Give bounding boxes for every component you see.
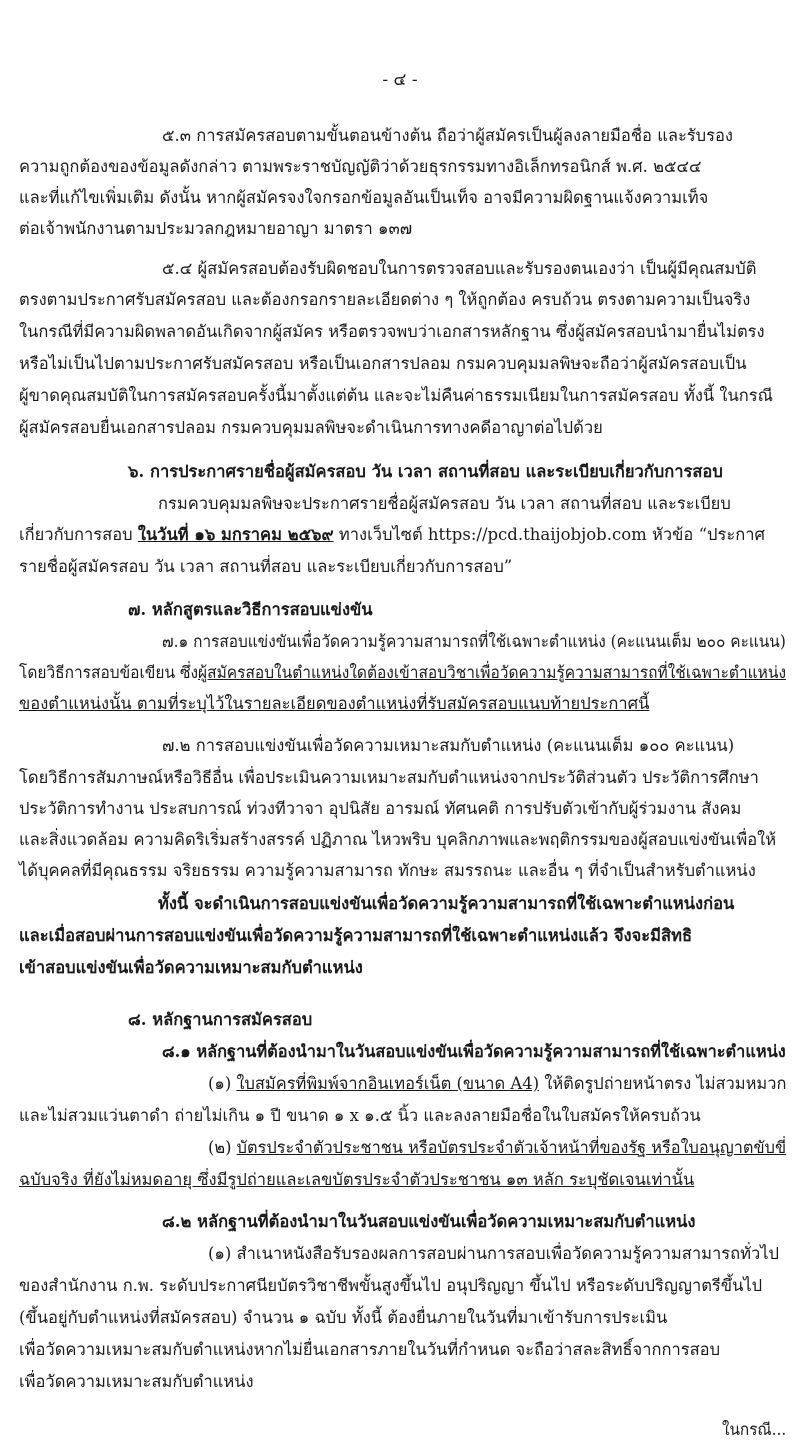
s7-2-line-3: ประวัติการทำงาน ประสบการณ์ ท่วงทีวาจา อุปนิสัย อารมณ์ ทัศนคติ การปรับตัวเข้ากับผู้ร่วมงาน สังคม	[19, 799, 742, 818]
s8-2-item-1-line-1: (๑) สำเนาหนังสือรับรองผลการสอบผ่านการสอบเพื่อวัดความรู้ความสามารถทั่วไป	[208, 1244, 780, 1263]
s7-1-line-1: ๗.๑ การสอบแข่งขันเพื่อวัดความรู้ความสามารถที่ใช้เฉพาะตำแหน่ง (คะแนนเต็ม ๒๐๐ คะแนน)	[162, 632, 786, 651]
s8-1-item-1-line-1	[208, 1072, 786, 1096]
s5-4-line-1: ๕.๔ ผู้สมัครสอบต้องรับผิดชอบในการตรวจสอบและรับรองตนเองว่า เป็นผู้มีคุณสมบัติ	[162, 259, 757, 278]
page-number: - ๔ -	[382, 70, 418, 90]
s5-3-line-2: ความถูกต้องของข้อมูลดังกล่าว ตามพระราชบัญญัติว่าด้วยธุรกรรมทางอิเล็กทรอนิกส์ พ.ศ. ๒๕๔๔	[19, 157, 702, 176]
s7-1-line-2-u: ผู้สมัครสอบในตำแหน่งใดต้องเข้าสอบวิชาเพื่อวัดความรู้ความสามารถที่ใช้เฉพาะตำแหน่ง	[198, 663, 787, 682]
s5-4-line-3: ในกรณีที่มีความผิดพลาดอันเกิดจากผู้สมัคร หรือตรวจพบว่าเอกสารหลักฐาน ซึ่งผู้สมัครสอบนำมายื่นไม่ตรง	[19, 322, 765, 341]
s8-2-item-1-line-3: (ขึ้นอยู่กับตำแหน่งที่สมัครสอบ) จำนวน ๑ ฉบับ ทั้งนี้ ต้องยื่นภายในวันที่มาเข้ารับการประเมิน	[19, 1308, 668, 1327]
s5-4-line-2: ตรงตามประกาศรับสมัครสอบ และต้องกรอกรายละเอียดต่าง ๆ ให้ถูกต้อง ครบถ้วน ตรงตามความเป็นจริง	[19, 290, 751, 309]
s8-2-item-1-line-2: ของสำนักงาน ก.พ. ระดับประกาศนียบัตรวิชาชีพขั้นสูงขึ้นไป อนุปริญญา ขึ้นไป หรือระดับปริญญาตรีขึ้นไป	[19, 1276, 763, 1295]
s8-1-item-2-underlined: บัตรประจำตัวประชาชน หรือบัตรประจำตัวเจ้าหน้าที่ของรัฐ หรือใบอนุญาตขับขี่	[236, 1138, 787, 1157]
s8-heading: ๘. หลักฐานการสมัครสอบ	[128, 1010, 313, 1029]
s5-4-line-4: หรือไม่เป็นไปตามประกาศรับสมัครสอบ หรือเป็นเอกสารปลอม กรมควบคุมมลพิษจะถือว่าผู้สมัครสอบเป็น	[19, 354, 747, 373]
s8-2-heading: ๘.๒ หลักฐานที่ต้องนำมาในวันสอบแข่งขันเพื่อวัดความเหมาะสมกับตำแหน่ง	[162, 1212, 696, 1231]
s7-1-line-2-a: โดยวิธีการสอบข้อเขียน ซึ่ง	[19, 663, 199, 682]
s7-1-line-3: ของตำแหน่งนั้น ตามที่ระบุไว้ในรายละเอียดของตำแหน่งที่รับสมัครสอบแนบท้ายประกาศนี้	[19, 694, 650, 713]
s7-note-line-1: ทั้งนี้ จะดำเนินการสอบแข่งขันเพื่อวัดความรู้ความสามารถที่ใช้เฉพาะตำแหน่งก่อน	[158, 894, 735, 913]
s7-heading: ๗. หลักสูตรและวิธีการสอบแข่งขัน	[128, 600, 373, 619]
s6-heading: ๖. การประกาศรายชื่อผู้สมัครสอบ วัน เวลา สถานที่สอบ และระเบียบเกี่ยวกับการสอบ	[128, 462, 723, 481]
s5-3-line-3: และที่แก้ไขเพิ่มเติม ดังนั้น หากผู้สมัครจงใจกรอกข้อมูลอันเป็นเท็จ อาจมีความผิดฐานแจ้งความเท็จ	[19, 188, 709, 207]
s8-1-item-2-line-1	[208, 1136, 786, 1160]
s6-line-2-a: เกี่ยวกับการสอบ	[19, 525, 138, 544]
s8-1-item-2-line-2: ฉบับจริง ที่ยังไม่หมดอายุ ซึ่งมีรูปถ่ายและเลขบัตรประจำตัวประชาชน ๑๓ หลัก ระบุชัดเจนเท่านั้น	[19, 1170, 695, 1189]
s7-2-line-4: และสิ่งแวดล้อม ความคิดริเริ่มสร้างสรรค์ ปฏิภาณ ไหวพริบ บุคลิกภาพและพฤติกรรมของผู้สอบแข่งขันเพื่อให้	[19, 830, 777, 849]
s8-1-item-1-rest: ให้ติดรูปถ่ายหน้าตรง ไม่สวมหมวก	[539, 1074, 787, 1093]
s7-1-line-2	[19, 661, 786, 685]
s8-2-item-1-line-5: เพื่อวัดความเหมาะสมกับตำแหน่ง	[19, 1372, 254, 1391]
s7-2-line-1: ๗.๒ การสอบแข่งขันเพื่อวัดความเหมาะสมกับตำแหน่ง (คะแนนเต็ม ๑๐๐ คะแนน)	[162, 736, 735, 755]
s6-line-2	[19, 523, 765, 547]
s8-1-heading: ๘.๑ หลักฐานที่ต้องนำมาในวันสอบแข่งขันเพื่อวัดความรู้ความสามารถที่ใช้เฉพาะตำแหน่ง	[162, 1042, 786, 1061]
s7-2-line-5: ได้บุคคลที่มีคุณธรรม จริยธรรม ความรู้ความสามารถ ทักษะ สมรรถนะ และอื่น ๆ ที่จำเป็นสำหรับตำแหน่ง	[19, 861, 756, 880]
s6-line-3: รายชื่อผู้สมัครสอบ วัน เวลา สถานที่สอบ และระเบียบเกี่ยวกับการสอบ”	[19, 557, 513, 576]
s8-1-item-1-number: (๑)	[208, 1074, 237, 1093]
s7-note-line-3: เข้าสอบแข่งขันเพื่อวัดความเหมาะสมกับตำแหน่ง	[19, 958, 363, 977]
s5-3-line-4: ต่อเจ้าพนักงานตามประมวลกฎหมายอาญา มาตรา ๑๓๗	[19, 219, 413, 238]
s7-2-line-2: โดยวิธีการสัมภาษณ์หรือวิธีอื่น เพื่อประเมินความเหมาะสมกับตำแหน่งจากประวัติส่วนตัว ประวัติการศึกษา	[19, 768, 759, 787]
s8-1-item-1-line-2: และไม่สวมแว่นตาดำ ถ่ายไม่เกิน ๑ ปี ขนาด ๑ x ๑.๕ นิ้ว และลงลายมือชื่อในใบสมัครให้ครบถ้วน	[19, 1106, 701, 1125]
s8-2-item-1-line-4: เพื่อวัดความเหมาะสมกับตำแหน่งหากไม่ยื่นเอกสารภายในวันที่กำหนด จะถือว่าสละสิทธิ์จากการสอบ	[19, 1340, 721, 1359]
s5-4-line-6: ผู้สมัครสอบยื่นเอกสารปลอม กรมควบคุมมลพิษจะดำเนินการทางคดีอาญาต่อไปด้วย	[19, 418, 603, 437]
s8-1-item-1-underlined: ใบสมัครที่พิมพ์จากอินเทอร์เน็ต (ขนาด A4)	[236, 1074, 540, 1093]
s5-4-line-5: ผู้ขาดคุณสมบัติในการสมัครสอบครั้งนี้มาตั้งแต่ต้น และจะไม่คืนค่าธรรมเนียมในการสมัครสอบ ทั้งนี้ ในกรณี	[19, 386, 773, 405]
s7-note-line-2: และเมื่อสอบผ่านการสอบแข่งขันเพื่อวัดความรู้ความสามารถที่ใช้เฉพาะตำแหน่งแล้ว จึงจะมีสิทธิ	[19, 926, 693, 945]
s8-1-item-2-number: (๒)	[208, 1138, 237, 1157]
s6-line-1: กรมควบคุมมลพิษจะประกาศรายชื่อผู้สมัครสอบ วัน เวลา สถานที่สอบ และระเบียบ	[158, 494, 731, 513]
s5-3-line-1: ๕.๓ การสมัครสอบตามขั้นตอนข้างต้น ถือว่าผู้สมัครเป็นผู้ลงลายมือชื่อ และรับรอง	[162, 126, 733, 145]
s6-line-2-b: ทางเว็บไซต์ https://pcd.thaijobjob.com หัวข้อ “ประกาศ	[333, 525, 765, 544]
s6-date: ในวันที่ ๑๖ มกราคม ๒๕๖๙	[137, 525, 334, 544]
continued-note: ในกรณี...	[722, 1420, 787, 1439]
